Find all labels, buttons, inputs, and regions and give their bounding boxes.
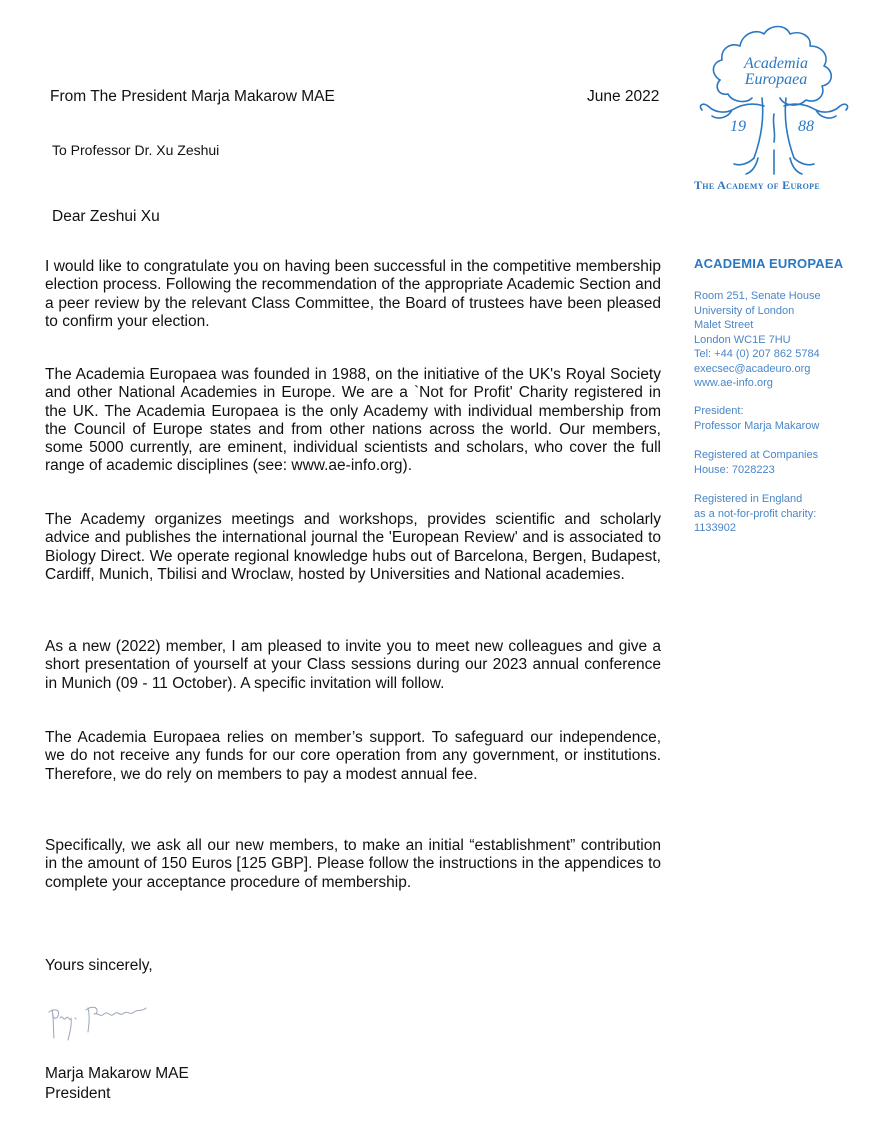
letter-date: June 2022: [587, 88, 660, 105]
body-paragraph-activities: The Academy organizes meetings and workshops, provides scientific and scholarly advice and publishes the international journal the 'European Review' and is associated to Biology Direct. We operate regional knowledge hubs out of Barcelona, Bergen, Budapest, Cardiff, Munich, Tbilisi and Wroclaw, hosted by Universities and National academies.: [45, 511, 661, 583]
greeting: Dear Zeshui Xu: [52, 208, 160, 225]
sidebar-address: [694, 289, 821, 391]
sidebar-title: ACADEMIA EUROPAEA: [694, 256, 844, 271]
address-line: London WC1E 7HU: [694, 333, 791, 346]
sidebar-president: [694, 404, 819, 433]
charity-line: Registered in England: [694, 493, 803, 505]
logo-year-left: 19: [730, 118, 746, 135]
phone-line: Tel: +44 (0) 207 862 5784: [694, 348, 820, 360]
registration-line: House: 7028223: [694, 463, 775, 476]
sidebar-charity-registration: [694, 492, 816, 536]
signer-name: Marja Makarow MAE: [45, 1065, 189, 1082]
address-line: University of London: [694, 304, 795, 317]
body-paragraph-fee: Specifically, we ask all our new members, to make an initial “establishment” contribution in the amount of 150 Euros [125 GBP]. Please follow the instructions in the appendices to complete your acceptance procedure of membership.: [45, 837, 661, 891]
charity-line: as a not-for-profit charity:: [694, 507, 817, 520]
president-label: President:: [694, 405, 744, 417]
tree-icon: [700, 27, 847, 175]
handwritten-signature: [44, 988, 164, 1053]
registration-line: Registered at Companies: [694, 449, 819, 461]
charity-number: 1133902: [694, 522, 737, 534]
body-paragraph-congratulations: I would like to congratulate you on having been successful in the competitive membership election process. Following the recommendation of the appropriate Academic Section and a peer review by the relevant Class Committee, the Board of trustees have been pleased to confirm your election.: [45, 258, 661, 330]
sidebar-company-registration: [694, 448, 818, 477]
sender-line: From The President Marja Makarow MAE: [50, 88, 335, 105]
president-name: Professor Marja Makarow: [694, 419, 820, 432]
email-line: execsec@acadeuro.org: [694, 362, 811, 375]
website-line: www.ae-info.org: [694, 377, 773, 389]
logo-text-academia: Academia: [744, 55, 808, 72]
logo-year-right: 88: [798, 118, 814, 135]
logo-tagline: The Academy of Europe: [694, 178, 820, 192]
logo-text-europaea: Europaea: [744, 71, 808, 88]
body-paragraph-about-academy: The Academia Europaea was founded in 1988, on the initiative of the UK's Royal Society and other National Academies in Europe. We are a `Not for Profit' Charity registered in the UK. The Academia Europaea is the only Academy with individual membership from the Council of Europe states and from other nations across the world. Our members, some 5000 currently, are eminent, individual scientists and scholars, who cover the full range of academic disciplines (see: www.ae-info.org).: [45, 366, 661, 475]
address-line: Malet Street: [694, 319, 754, 331]
closing: Yours sincerely,: [45, 957, 153, 974]
address-line: Room 251, Senate House: [694, 290, 821, 302]
body-paragraph-support: The Academia Europaea relies on member’s support. To safeguard our independence, we do not receive any funds for our core operation from any government, or institutions. Therefore, we do rely on members to pay a modest annual fee.: [45, 729, 661, 783]
body-paragraph-invitation: As a new (2022) member, I am pleased to invite you to meet new colleagues and give a short presentation of yourself at your Class sessions during our 2023 annual conference in Munich (09 - 11 October). A specific invitation will follow.: [45, 638, 661, 692]
academia-europaea-logo: [692, 18, 857, 183]
signer-title: President: [45, 1085, 111, 1102]
recipient-line: To Professor Dr. Xu Zeshui: [52, 142, 220, 158]
